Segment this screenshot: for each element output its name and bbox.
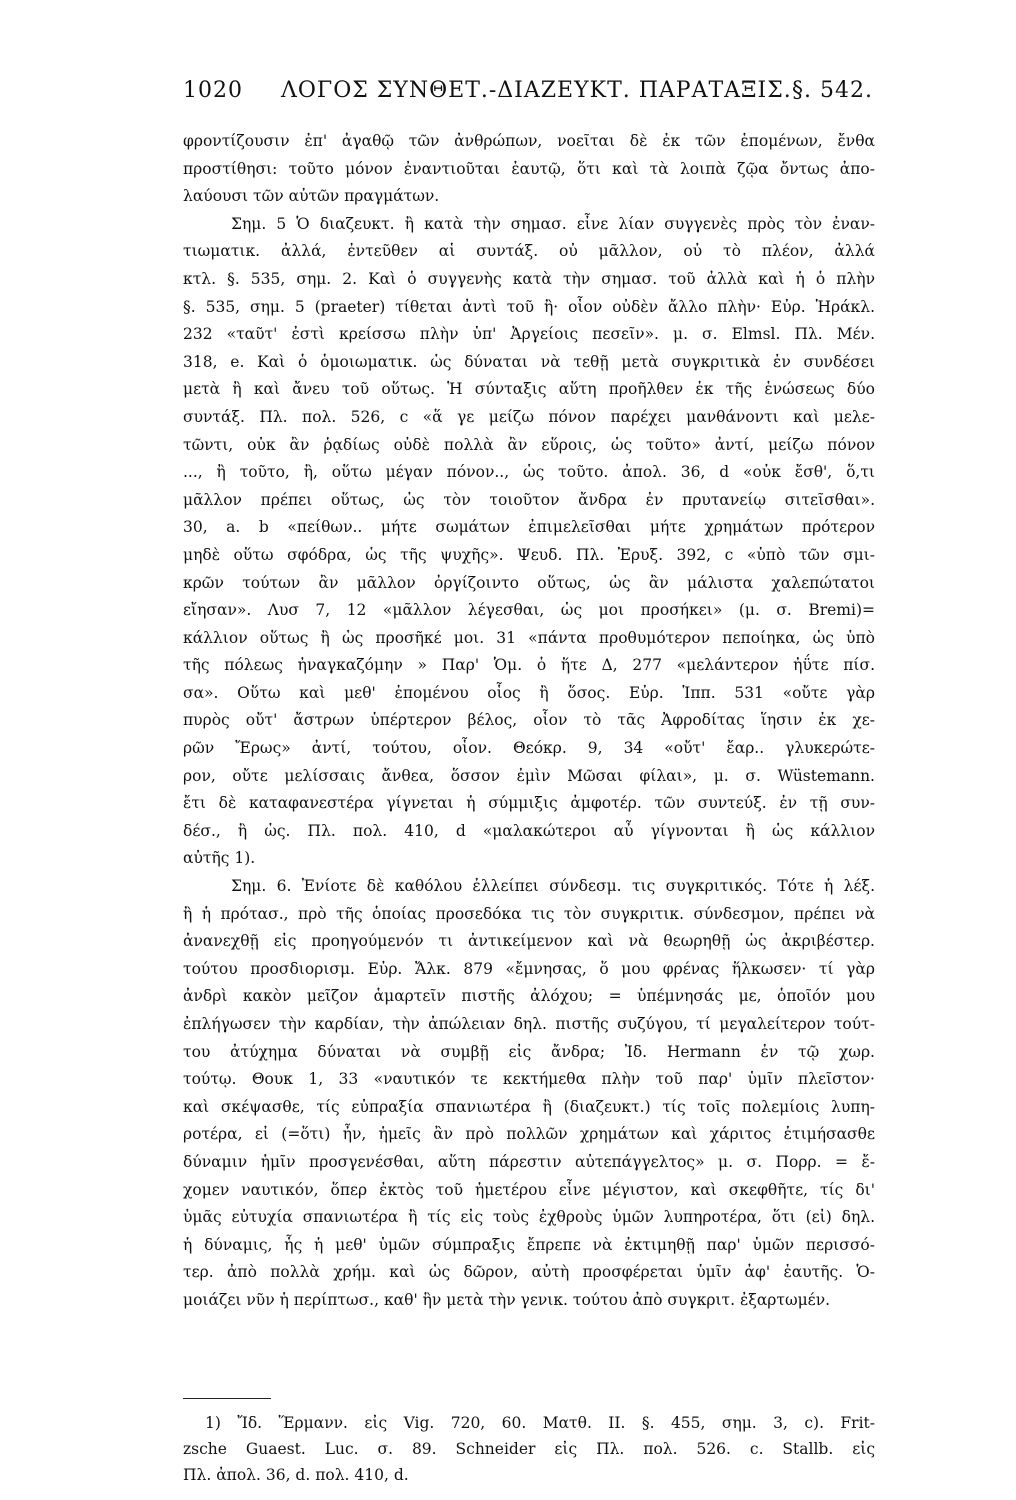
footnote-line: Πλ. ἀπολ. 36, d. πολ. 410, d. — [183, 1466, 409, 1484]
text-line: αὐτῆς 1). — [183, 849, 256, 868]
text-line: προστίθησι: τοῦτο μόνον ἐναντιοῦται ἑαυτῷ, ὅτι καὶ τὰ λοιπὰ ζῷα ὄντως ἀπο- — [183, 159, 875, 178]
running-header — [183, 78, 873, 112]
text-line: ..., ἢ τοῦτο, ἢ, οὕτω μέγαν πόνον.., ὡς τοῦτο. ἀπολ. 36, d «οὐκ ἔσθ', ὅ,τι — [183, 463, 875, 482]
text-line: καὶ σκέψασθε, τίς εὐπραξία σπανιωτέρα ἢ (διαζευκτ.) τίς τοῖς πολεμίοις λυπη- — [183, 1097, 875, 1116]
text-line: Σημ. 6. Ἐνίοτε δὲ καθόλου ἐλλείπει σύνδεσμ. τις συγκριτικός. Τότε ἡ λέξ. — [231, 877, 875, 896]
text-line: χομεν ναυτικόν, ὅπερ ἐκτὸς τοῦ ἡμετέρου εἶνε μέγιστον, καὶ σκεφθῆτε, τίς δι' — [183, 1180, 875, 1199]
footnote-line: 1) Ἴδ. Ἕρμανν. εἰς Vig. 720, 60. Ματθ. II. §. 455, σημ. 3, c). Frit- — [205, 1414, 875, 1432]
text-line: τούτου προσδιορισμ. Εὐρ. Ἄλκ. 879 «ἔμνησας, ὅ μου φρένας ἥλκωσεν· τί γὰρ — [183, 959, 875, 978]
text-line: σα». Οὕτω καὶ μεθ' ἑπομένου οἷος ἢ ὅσος. Εὐρ. Ἱππ. 531 «οὔτε γὰρ — [183, 683, 875, 702]
text-line: ρον, οὔτε μελίσσαις ἄνθεα, ὅσσον ἐμὶν Μῶσαι φίλαι», μ. σ. Wüstemann. — [183, 766, 875, 785]
text-line: ἢ ἡ πρότασ., πρὸ τῆς ὁποίας προσεδόκα τις τὸν συγκριτικ. σύνδεσμον, πρέπει νὰ — [183, 904, 875, 923]
text-line: μᾶλλον πρέπει οὕτως, ὡς τὸν τοιοῦτον ἄνδρα ἐν πρυτανείῳ σιτεῖσθαι». — [183, 490, 875, 509]
text-line: ροτέρα, εἰ (=ὅτι) ἦν, ἡμεῖς ἂν πρὸ πολλῶν χρημάτων καὶ χάριτος ἐτιμήσασθε — [183, 1125, 875, 1144]
text-line: δύναμιν ἡμῖν προσγενέσθαι, αὕτη πάρεστιν αὐτεπάγγελτος» μ. σ. Πορρ. = ἔ- — [183, 1152, 875, 1171]
text-line: κάλλιον οὕτως ἢ ὡς προσῆκέ μοι. 31 «πάντα προθυμότερον πεποίηκα, ὡς ὑπὸ — [183, 628, 875, 647]
footnote-line: zsche Guaest. Luc. σ. 89. Schneider εἰς Πλ. πολ. 526. c. Stallb. εἰς — [183, 1440, 875, 1458]
footnote-rule — [183, 1398, 271, 1399]
text-line: ἀνανεχθῇ εἰς προηγούμενόν τι ἀντικείμενον καὶ νὰ θεωρηθῇ ὡς ἀκριβέστερ. — [183, 932, 875, 951]
text-line: τῆς πόλεως ἠναγκαζόμην » Παρ' Ὁμ. ὁ ἥτε Δ, 277 «μελάντερον ἠΰτε πίσ. — [183, 656, 875, 675]
text-line: τούτῳ. Θουκ 1, 33 «ναυτικόν τε κεκτήμεθα πλὴν τοῦ παρ' ὑμῖν πλεῖστον· — [183, 1070, 875, 1089]
text-line: 318, e. Καὶ ὁ ὁμοιωματικ. ὡς δύναται νὰ τεθῇ μετὰ συγκριτικὰ ἐν συνδέσει — [183, 352, 875, 371]
text-line: μετὰ ἢ καὶ ἄνευ τοῦ οὕτως. Ἡ σύνταξις αὕτη προῆλθεν ἐκ τῆς ἑνώσεως δύο — [183, 380, 875, 399]
text-line: του ἀτύχημα δύναται νὰ συμβῇ εἰς ἄνδρα; Ἰδ. Hermann ἐν τῷ χωρ. — [183, 1042, 875, 1061]
page-number: 1020 — [183, 78, 243, 103]
text-line: μοιάζει νῦν ἡ περίπτωσ., καθ' ἣν μετὰ τὴν γενικ. τούτου ἀπὸ συγκριτ. ἐξαρτωμέν. — [183, 1290, 831, 1309]
footnotes — [183, 1410, 875, 1488]
text-line: εἴησαν». Λυσ 7, 12 «μᾶλλον λέγεσθαι, ὡς μοι προσήκει» (μ. σ. Bremi)= — [183, 601, 875, 620]
text-line: 232 «ταῦτ' ἐστὶ κρείσσω πλὴν ὑπ' Ἀργείοις πεσεῖν». μ. σ. Elmsl. Πλ. Μέν. — [183, 325, 875, 344]
text-line: μηδὲ οὕτω σφόδρα, ὡς τῆς ψυχῆς». Ψευδ. Πλ. Ἐρυξ. 392, c «ὑπὸ τῶν σμι- — [183, 545, 875, 564]
header-title: ΛΟΓΟΣ ΣΥΝΘΕΤ.-ΔΙΑΖΕΥΚΤ. ΠΑΡΑΤΑΞΙΣ. — [281, 78, 792, 103]
text-line: ἀνδρὶ κακὸν μεῖζον ἁμαρτεῖν πιστῆς ἀλόχου; = ὑπέμνησάς με, ὁποῖόν μου — [183, 987, 875, 1006]
text-line: κτλ. §. 535, σημ. 2. Καὶ ὁ συγγενὴς κατὰ τὴν σημασ. τοῦ ἀλλὰ καὶ ἡ ὁ πλὴν — [183, 269, 875, 288]
text-line: δέσ., ἢ ὡς. Πλ. πολ. 410, d «μαλακώτεροι αὖ γίγνονται ἢ ὡς κάλλιον — [183, 821, 875, 840]
text-line: Σημ. 5 Ὁ διαζευκτ. ἢ κατὰ τὴν σημασ. εἶνε λίαν συγγενὲς πρὸς τὸν ἐναν- — [231, 214, 875, 233]
text-line: πυρὸς οὔτ' ἄστρων ὑπέρτερον βέλος, οἷον τὸ τᾶς Ἀφροδίτας ἵησιν ἐκ χε- — [183, 711, 875, 730]
text-line: ἡ δύναμις, ἧς ἡ μεθ' ὑμῶν σύμπραξις ἔπρεπε νὰ ἐκτιμηθῇ παρ' ὑμῶν περισσό- — [183, 1235, 875, 1254]
text-line: τερ. ἀπὸ πολλὰ χρήμ. καὶ ὡς δῶρον, αὐτὴ προσφέρεται ὑμῖν ἀφ' ἑαυτῆς. Ὁ- — [183, 1263, 875, 1282]
text-line: ρῶν Ἔρως» ἀντί, τούτου, οἷον. Θεόκρ. 9, 34 «οὔτ' ἔαρ.. γλυκερώτε- — [183, 739, 875, 758]
text-line: συντάξ. Πλ. πολ. 526, c «ἅ γε μείζω πόνον παρέχει μανθάνοντι καὶ μελε- — [183, 407, 875, 426]
text-line: 30, a. b «πείθων.. μήτε σωμάτων ἐπιμελεῖσθαι μήτε χρημάτων πρότερον — [183, 518, 875, 537]
main-text — [183, 128, 875, 1315]
header-section: §. 542. — [792, 78, 873, 103]
text-line: κρῶν τούτων ἂν μᾶλλον ὀργίζοιντο οὕτως, ὡς ἂν μάλιστα χαλεπώτατοι — [183, 573, 875, 592]
text-line: λαύουσι τῶν αὐτῶν πραγμάτων. — [183, 187, 440, 206]
text-line: ὑμᾶς εὐτυχία σπανιωτέρα ἢ τίς εἰς τοὺς ἐχθροὺς ὑμῶν λυπηροτέρα, ὅτι (εἰ) δηλ. — [183, 1208, 875, 1227]
text-line: §. 535, σημ. 5 (praeter) τίθεται ἀντὶ τοῦ ἢ· οἷον οὐδὲν ἄλλο πλὴν· Εὐρ. Ἡράκλ. — [183, 297, 875, 316]
text-line: τιωματικ. ἀλλά, ἐντεῦθεν αἱ συντάξ. οὐ μᾶλλον, οὐ τὸ πλέον, ἀλλά — [183, 242, 875, 261]
text-line: ἐπλήγωσεν τὴν καρδίαν, τὴν ἀπώλειαν δηλ. πιστῆς συζύγου, τί μεγαλείτερον τούτ- — [183, 1015, 875, 1033]
text-line: ἔτι δὲ καταφανεστέρα γίγνεται ἡ σύμμιξις ἀμφοτέρ. τῶν συντεύξ. ἐν τῇ συν- — [183, 794, 875, 813]
text-line: τῶντι, οὐκ ἂν ῥᾳδίως οὐδὲ πολλὰ ἂν εὕροις, ὡς τοῦτο» ἀντί, μείζω πόνον — [183, 435, 875, 454]
text-line: φροντίζουσιν ἐπ' ἀγαθῷ τῶν ἀνθρώπων, νοεῖται δὲ ἐκ τῶν ἑπομένων, ἔνθα — [183, 132, 875, 150]
